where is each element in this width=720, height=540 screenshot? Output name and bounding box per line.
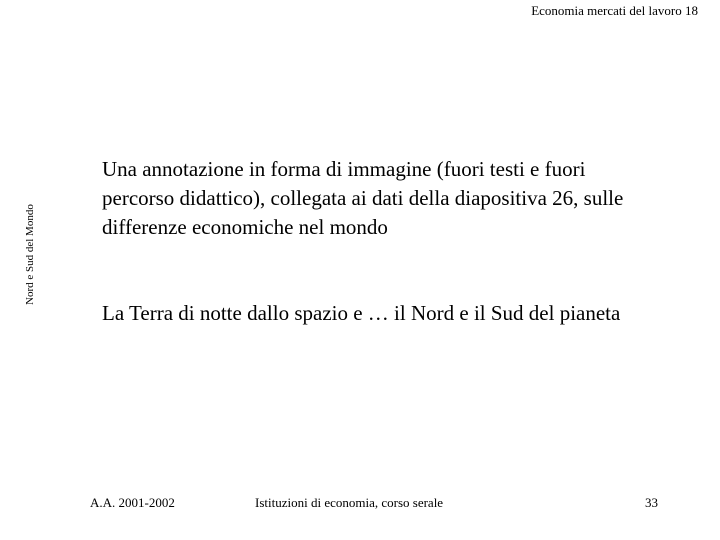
slide-header: Economia mercati del lavoro 18	[531, 3, 698, 18]
vertical-section-title: Nord e Sud del Mondo	[24, 204, 36, 305]
footer-course-title: Istituzioni di economia, corso serale	[255, 495, 444, 510]
annotation-paragraph: Una annotazione in forma di immagine (fuori testi e fuori percorso didattico), collegata ai dati della diapositiva 26, sulle differenze economiche nel mondo	[102, 157, 624, 239]
night-earth-paragraph: La Terra di notte dallo spazio e … il Nord e il Sud del pianeta	[102, 301, 621, 325]
footer-page-number: 33	[645, 495, 658, 510]
footer-academic-year: A.A. 2001-2002	[90, 495, 175, 510]
